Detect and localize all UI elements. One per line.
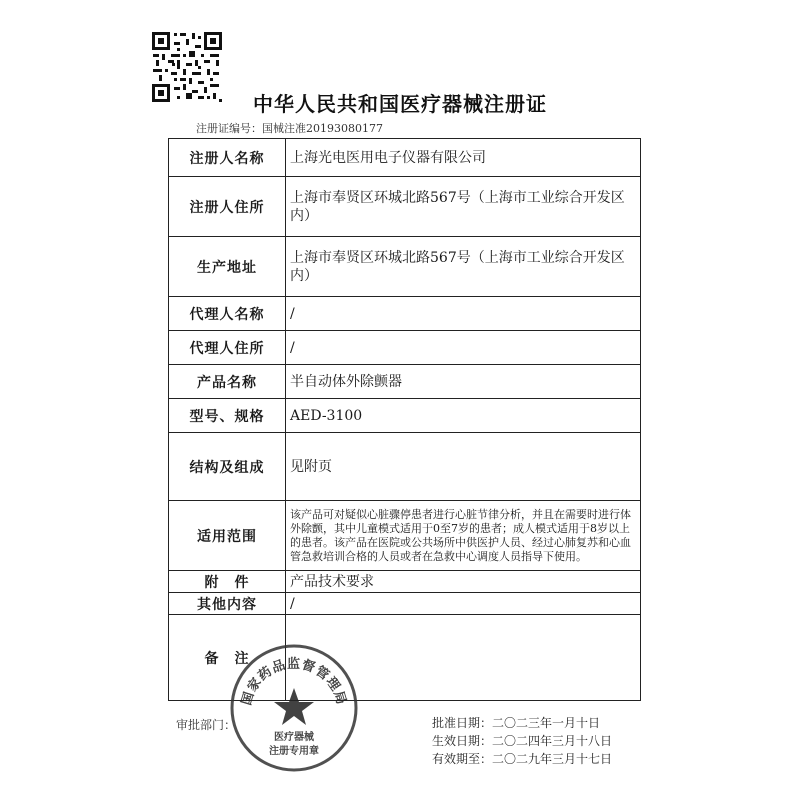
row-value: 上海市奉贤区环城北路567号（上海市工业综合开发区内） bbox=[286, 237, 641, 297]
star-icon bbox=[274, 688, 314, 725]
table-row bbox=[169, 501, 641, 571]
table-row bbox=[169, 399, 641, 433]
row-label: 生产地址 bbox=[169, 237, 286, 297]
table-row bbox=[169, 139, 641, 177]
approval-department: 审批部门： bbox=[176, 718, 237, 732]
table-row bbox=[169, 237, 641, 297]
row-value: AED-3100 bbox=[286, 399, 641, 433]
row-label: 备 注 bbox=[169, 615, 286, 701]
effective-date: 生效日期：二〇二四年三月十八日 bbox=[432, 734, 613, 748]
seal-inner-line: 注册专用章 bbox=[269, 746, 319, 757]
row-label: 结构及组成 bbox=[169, 433, 286, 501]
row-label: 产品名称 bbox=[169, 365, 286, 399]
row-label: 其他内容 bbox=[169, 593, 286, 615]
row-value: 上海光电医用电子仪器有限公司 bbox=[286, 139, 641, 177]
table-row bbox=[169, 571, 641, 593]
table-row bbox=[169, 433, 641, 501]
row-value: 该产品可对疑似心脏骤停患者进行心脏节律分析，并且在需要时进行体外除颤，其中儿童模式适用于0至7岁的患者；成人模式适用于8岁以上的患者。该产品在医院或公共场所中供医护人员、经过心肺复苏和心血管急救培训合格的人员或者在急救中心调度人员指导下使用。 bbox=[286, 501, 641, 571]
row-label: 附 件 bbox=[169, 571, 286, 593]
row-label: 代理人住所 bbox=[169, 331, 286, 365]
row-value: 上海市奉贤区环城北路567号（上海市工业综合开发区内） bbox=[286, 177, 641, 237]
registration-number: 注册证编号：国械注准20193080177 bbox=[196, 122, 383, 135]
row-value: 半自动体外除颤器 bbox=[286, 365, 641, 399]
row-value: / bbox=[286, 593, 641, 615]
row-value: 产品技术要求 bbox=[286, 571, 641, 593]
expiry-date: 有效期至：二〇二九年三月十七日 bbox=[432, 752, 613, 766]
certificate-title: 中华人民共和国医疗器械注册证 bbox=[253, 92, 547, 116]
row-label: 型号、规格 bbox=[169, 399, 286, 433]
row-value: / bbox=[286, 297, 641, 331]
seal-ring-text: 国家药品监督管理局 bbox=[239, 657, 349, 708]
table-row bbox=[169, 365, 641, 399]
official-seal bbox=[228, 642, 360, 774]
row-label: 注册人住所 bbox=[169, 177, 286, 237]
row-label: 适用范围 bbox=[169, 501, 286, 571]
row-label: 代理人名称 bbox=[169, 297, 286, 331]
seal-inner-line: 医疗器械 bbox=[274, 732, 314, 743]
row-value: / bbox=[286, 331, 641, 365]
table-row bbox=[169, 331, 641, 365]
date-block bbox=[432, 714, 612, 768]
table-row bbox=[169, 177, 641, 237]
row-label: 注册人名称 bbox=[169, 139, 286, 177]
certificate-table bbox=[168, 138, 641, 701]
table-row bbox=[169, 593, 641, 615]
row-value: 见附页 bbox=[286, 433, 641, 501]
approval-date: 批准日期：二〇二三年一月十日 bbox=[432, 716, 601, 730]
table-row bbox=[169, 297, 641, 331]
